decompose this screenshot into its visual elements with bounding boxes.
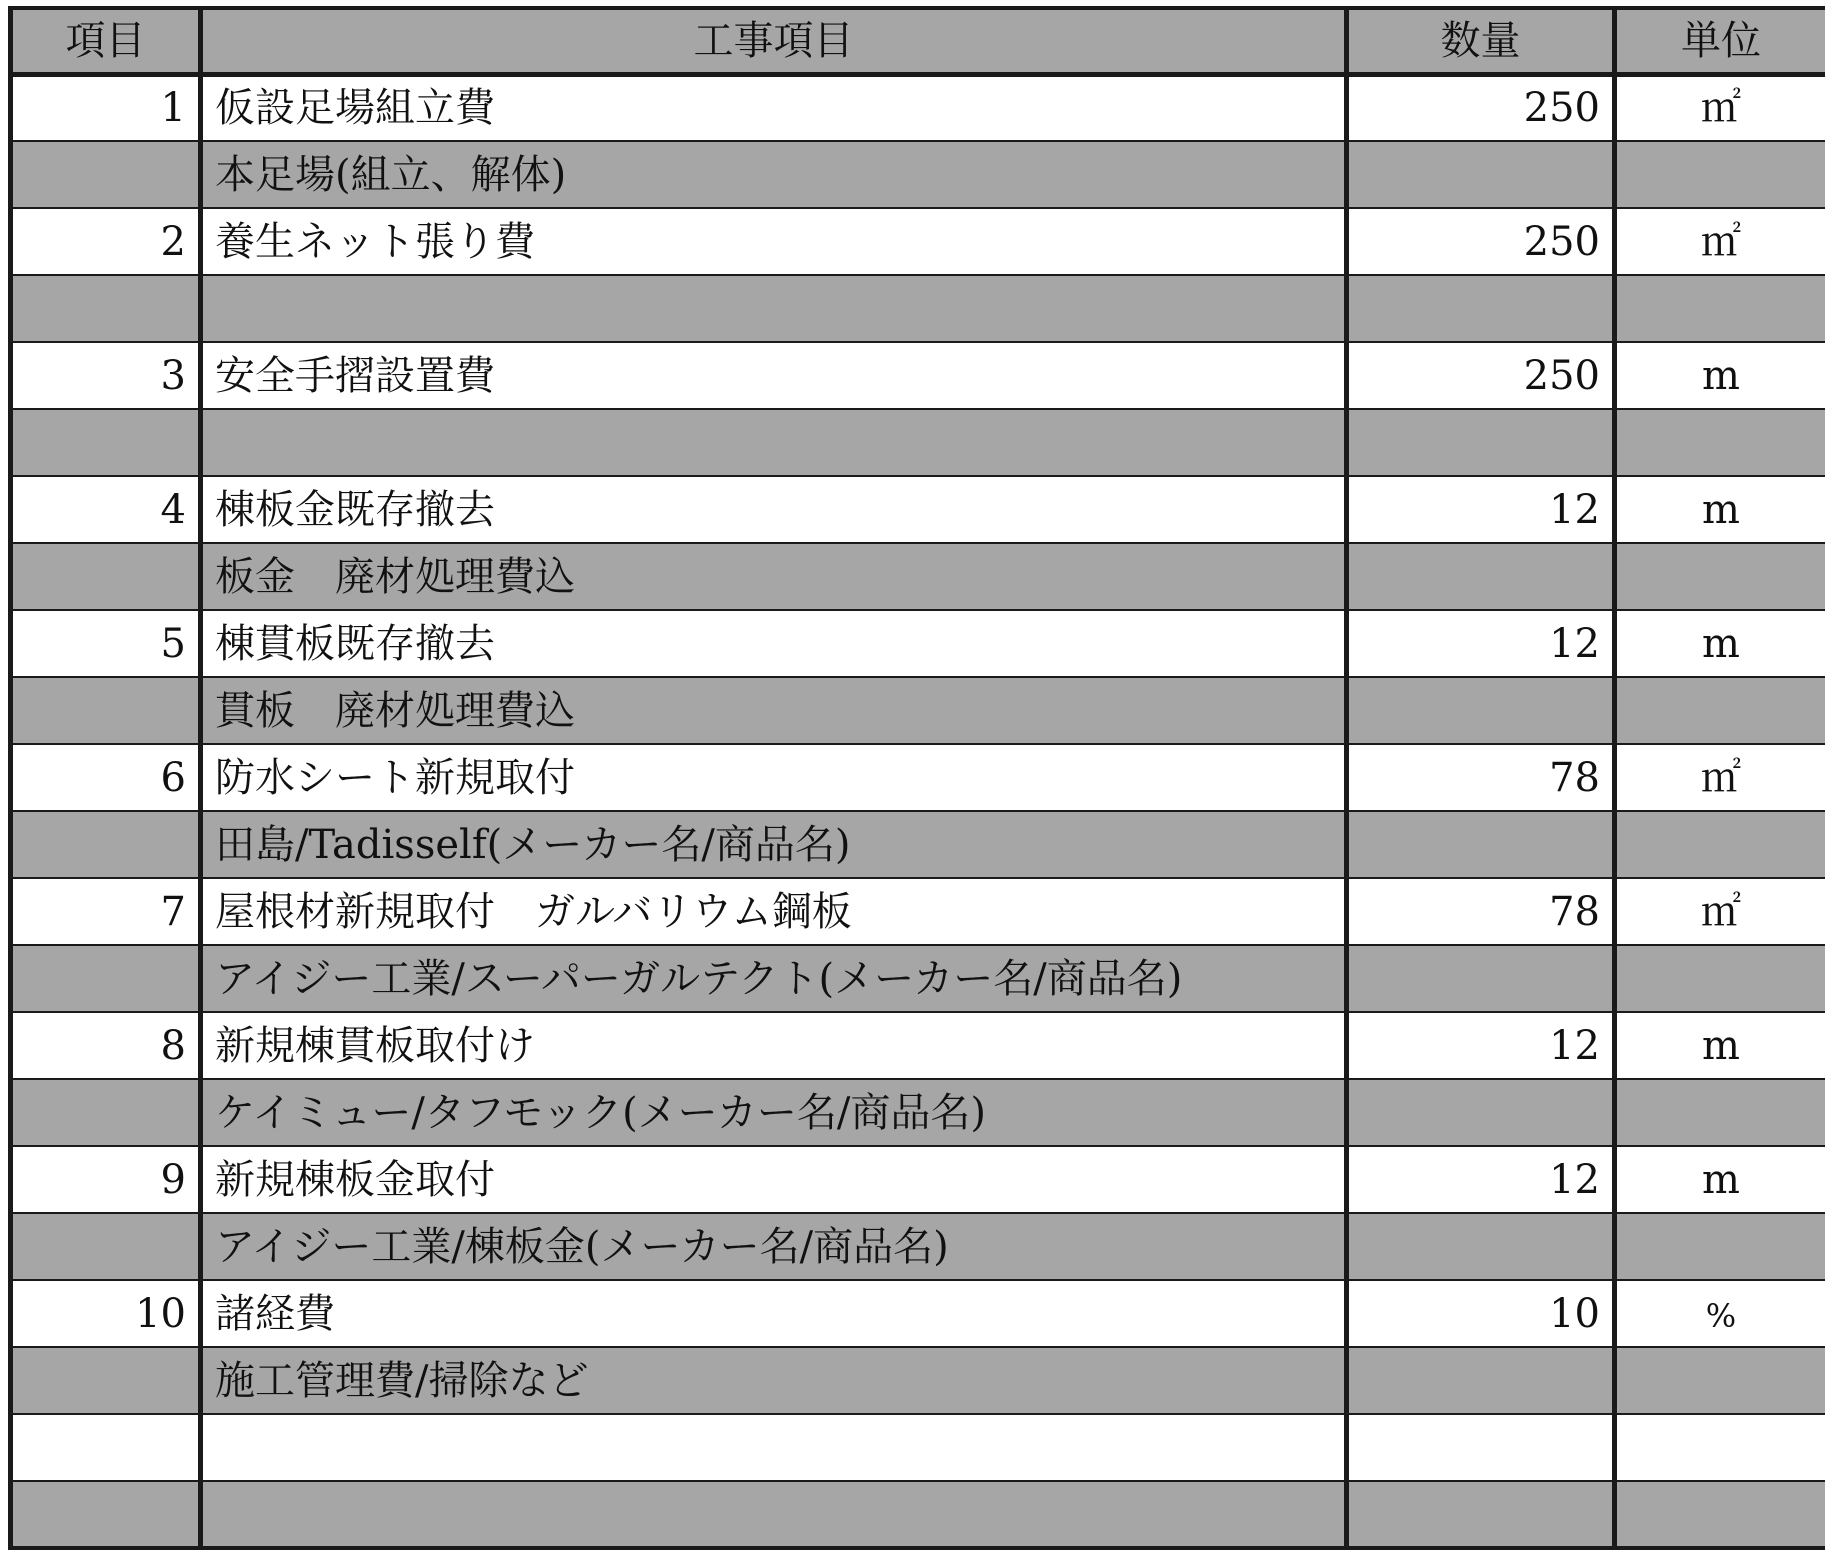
work-item-cell: 新規棟板金取付 xyxy=(201,1146,1347,1213)
item-number-cell xyxy=(11,141,201,208)
item-number-cell xyxy=(11,1414,201,1481)
work-item-cell: 田島/Tadisself(メーカー名/商品名) xyxy=(201,811,1347,878)
unit-cell xyxy=(1615,1213,1825,1280)
unit-cell xyxy=(1615,275,1825,342)
quantity-cell xyxy=(1347,141,1615,208)
work-item-cell: 安全手摺設置費 xyxy=(201,342,1347,409)
quantity-cell xyxy=(1347,945,1615,1012)
quantity-cell xyxy=(1347,1481,1615,1548)
quantity-cell xyxy=(1347,811,1615,878)
item-number-cell: 3 xyxy=(11,342,201,409)
table-row-detail xyxy=(11,275,1825,342)
work-item-cell: アイジー工業/棟板金(メーカー名/商品名) xyxy=(201,1213,1347,1280)
table-row xyxy=(11,1146,1825,1213)
item-number-cell xyxy=(11,1347,201,1414)
unit-cell xyxy=(1615,141,1825,208)
table-row xyxy=(11,208,1825,275)
table-row-detail xyxy=(11,945,1825,1012)
estimate-body xyxy=(11,74,1825,1548)
work-item-cell xyxy=(201,275,1347,342)
unit-cell xyxy=(1615,677,1825,744)
work-item-cell: アイジー工業/スーパーガルテクト(メーカー名/商品名) xyxy=(201,945,1347,1012)
item-number-cell xyxy=(11,409,201,476)
unit-cell: ㎡ xyxy=(1615,74,1825,141)
item-number-cell xyxy=(11,945,201,1012)
work-item-cell: 養生ネット張り費 xyxy=(201,208,1347,275)
quantity-cell xyxy=(1347,543,1615,610)
item-number-cell: 5 xyxy=(11,610,201,677)
unit-cell xyxy=(1615,1347,1825,1414)
work-item-cell: 仮設足場組立費 xyxy=(201,74,1347,141)
table-row xyxy=(11,744,1825,811)
item-number-cell xyxy=(11,1481,201,1548)
quantity-cell xyxy=(1347,1213,1615,1280)
item-number-cell: 8 xyxy=(11,1012,201,1079)
header-item-no: 項目 xyxy=(11,8,201,74)
unit-cell: m xyxy=(1615,342,1825,409)
header-quantity: 数量 xyxy=(1347,8,1615,74)
table-row-detail xyxy=(11,1079,1825,1146)
unit-cell: m xyxy=(1615,1146,1825,1213)
unit-cell xyxy=(1615,409,1825,476)
quantity-cell xyxy=(1347,409,1615,476)
work-item-cell: 板金 廃材処理費込 xyxy=(201,543,1347,610)
unit-cell xyxy=(1615,945,1825,1012)
item-number-cell xyxy=(11,1213,201,1280)
quantity-cell: 250 xyxy=(1347,342,1615,409)
unit-cell: m xyxy=(1615,610,1825,677)
work-item-cell: 施工管理費/掃除など xyxy=(201,1347,1347,1414)
item-number-cell: 1 xyxy=(11,74,201,141)
item-number-cell: 4 xyxy=(11,476,201,543)
work-item-cell: ケイミュー/タフモック(メーカー名/商品名) xyxy=(201,1079,1347,1146)
work-item-cell xyxy=(201,1414,1347,1481)
item-number-cell xyxy=(11,811,201,878)
unit-cell xyxy=(1615,811,1825,878)
unit-cell: ㎡ xyxy=(1615,878,1825,945)
unit-cell: ㎡ xyxy=(1615,744,1825,811)
table-row xyxy=(11,1012,1825,1079)
quantity-cell: 10 xyxy=(1347,1280,1615,1347)
unit-cell xyxy=(1615,1079,1825,1146)
table-row-detail xyxy=(11,1213,1825,1280)
item-number-cell xyxy=(11,543,201,610)
work-item-cell: 棟板金既存撤去 xyxy=(201,476,1347,543)
work-item-cell: 防水シート新規取付 xyxy=(201,744,1347,811)
quantity-cell: 78 xyxy=(1347,744,1615,811)
work-item-cell xyxy=(201,409,1347,476)
table-header-row xyxy=(11,8,1825,74)
table-row xyxy=(11,74,1825,141)
item-number-cell: 7 xyxy=(11,878,201,945)
item-number-cell: 9 xyxy=(11,1146,201,1213)
item-number-cell xyxy=(11,677,201,744)
table-row-detail xyxy=(11,811,1825,878)
work-item-cell: 新規棟貫板取付け xyxy=(201,1012,1347,1079)
unit-cell: m xyxy=(1615,476,1825,543)
estimate-table xyxy=(8,6,1825,1550)
table-row-detail xyxy=(11,141,1825,208)
work-item-cell: 本足場(組立、解体) xyxy=(201,141,1347,208)
work-item-cell: 諸経費 xyxy=(201,1280,1347,1347)
quantity-cell xyxy=(1347,275,1615,342)
quantity-cell xyxy=(1347,1414,1615,1481)
quantity-cell: 250 xyxy=(1347,74,1615,141)
table-row-detail xyxy=(11,1347,1825,1414)
table-row-detail xyxy=(11,409,1825,476)
table-row xyxy=(11,1280,1825,1347)
table-row xyxy=(11,476,1825,543)
table-row xyxy=(11,878,1825,945)
header-unit: 単位 xyxy=(1615,8,1825,74)
item-number-cell: 10 xyxy=(11,1280,201,1347)
table-row-detail xyxy=(11,677,1825,744)
work-item-cell xyxy=(201,1481,1347,1548)
quantity-cell xyxy=(1347,677,1615,744)
quantity-cell: 12 xyxy=(1347,476,1615,543)
table-row xyxy=(11,342,1825,409)
work-item-cell: 棟貫板既存撤去 xyxy=(201,610,1347,677)
header-work-item: 工事項目 xyxy=(201,8,1347,74)
quantity-cell: 78 xyxy=(1347,878,1615,945)
quantity-cell: 12 xyxy=(1347,1012,1615,1079)
unit-cell xyxy=(1615,1481,1825,1548)
table-row xyxy=(11,610,1825,677)
unit-cell xyxy=(1615,1414,1825,1481)
table-row-detail xyxy=(11,543,1825,610)
item-number-cell xyxy=(11,1079,201,1146)
quantity-cell xyxy=(1347,1079,1615,1146)
unit-cell: ㎡ xyxy=(1615,208,1825,275)
table-row-detail xyxy=(11,1481,1825,1548)
quantity-cell: 12 xyxy=(1347,610,1615,677)
estimate-sheet xyxy=(8,6,1825,1550)
unit-cell: % xyxy=(1615,1280,1825,1347)
table-row xyxy=(11,1414,1825,1481)
work-item-cell: 屋根材新規取付 ガルバリウム鋼板 xyxy=(201,878,1347,945)
unit-cell: m xyxy=(1615,1012,1825,1079)
item-number-cell: 2 xyxy=(11,208,201,275)
quantity-cell xyxy=(1347,1347,1615,1414)
item-number-cell: 6 xyxy=(11,744,201,811)
work-item-cell: 貫板 廃材処理費込 xyxy=(201,677,1347,744)
unit-cell xyxy=(1615,543,1825,610)
quantity-cell: 12 xyxy=(1347,1146,1615,1213)
item-number-cell xyxy=(11,275,201,342)
quantity-cell: 250 xyxy=(1347,208,1615,275)
